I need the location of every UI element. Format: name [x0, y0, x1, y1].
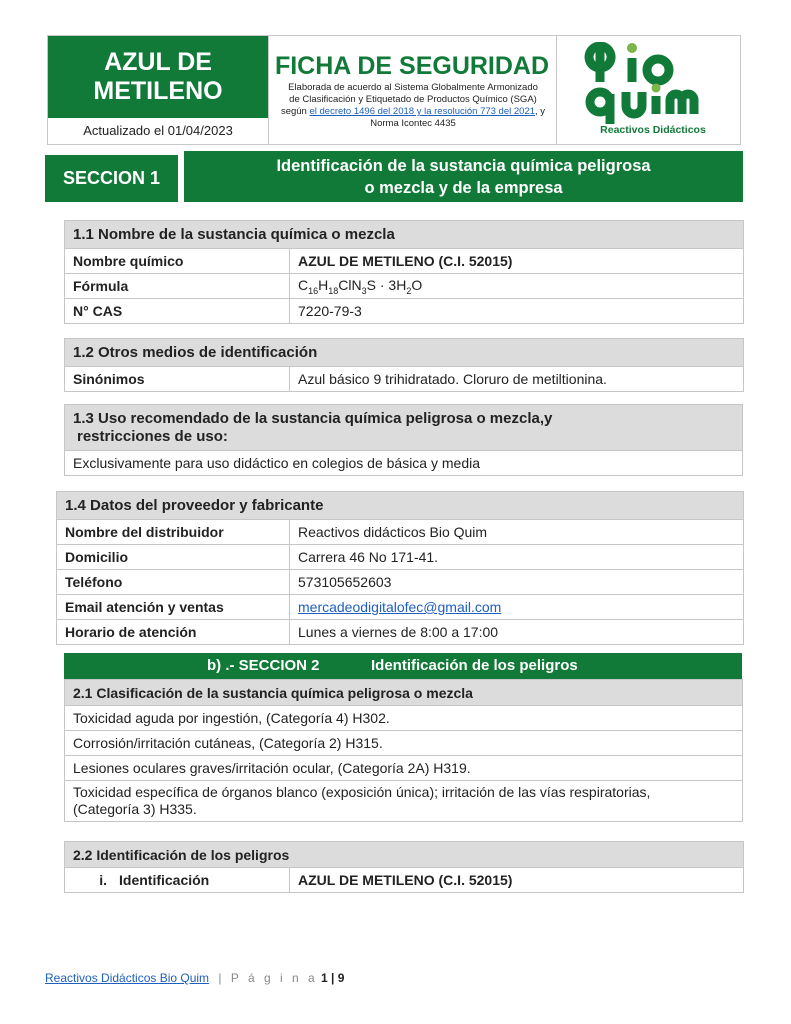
- footer-link[interactable]: Reactivos Didácticos Bio Quim: [45, 971, 210, 985]
- header-divider: [268, 36, 269, 144]
- row-value: AZUL DE METILENO (C.I. 52015): [290, 249, 744, 274]
- section-1-label: SECCION 1: [45, 155, 178, 202]
- hazard-line: (Categoría 3) H335.: [73, 801, 197, 817]
- table-heading: 2.2 Identificación de los peligros: [65, 842, 744, 868]
- row-value: AZUL DE METILENO (C.I. 52015): [290, 868, 744, 893]
- table-heading: 1.2 Otros medios de identificación: [65, 339, 744, 367]
- table-row: [57, 620, 744, 645]
- row-label: Domicilio: [57, 545, 290, 570]
- product-name-line1: AZUL DE: [104, 48, 212, 76]
- formula-value: $C_{16}H_{18}ClN_3S \cdot 3H_2O$: [290, 274, 744, 299]
- page-number: 1 | 9: [321, 971, 345, 985]
- row-value: Reactivos didácticos Bio Quim: [290, 520, 744, 545]
- row-value: Azul básico 9 trihidratado. Cloruro de metiltionina.: [290, 367, 744, 392]
- section-1-title: [184, 151, 743, 202]
- hazard-line: Toxicidad específica de órganos blanco (exposición única); irritación de las vías respiratorias,: [73, 784, 651, 800]
- table-row: [65, 706, 743, 731]
- logo-dot: [652, 84, 661, 93]
- row-label: Teléfono: [57, 570, 290, 595]
- row-label: Sinónimos: [65, 367, 290, 392]
- row-label: Fórmula: [65, 274, 290, 299]
- email-link[interactable]: mercadeodigitalofec@gmail.com: [298, 599, 502, 615]
- email-cell: [290, 595, 744, 620]
- table-row: [65, 756, 743, 781]
- item-number: i.: [99, 872, 107, 888]
- row-label: Horario de atención: [57, 620, 290, 645]
- hazard-item: Corrosión/irritación cutáneas, (Categoría 2) H315.: [65, 731, 743, 756]
- row-value: Lunes a viernes de 8:00 a 17:00: [290, 620, 744, 645]
- table-heading: [65, 405, 743, 451]
- row-label: Nombre químico: [65, 249, 290, 274]
- header-divider: [556, 36, 557, 144]
- hazard-item: [65, 781, 743, 822]
- table-row: [65, 274, 744, 299]
- subtitle-line: [274, 106, 552, 130]
- subtitle-line: de Clasificación y Etiquetado de Productos Químico (SGA): [289, 94, 537, 105]
- row-value: 7220-79-3: [290, 299, 744, 324]
- table-1-1: [64, 220, 744, 324]
- subtitle-line: Elaborada de acuerdo al Sistema Globalmente Armonizado: [288, 82, 538, 93]
- table-1-2: [64, 338, 744, 392]
- row-label: N° CAS: [65, 299, 290, 324]
- table-row: [65, 451, 743, 476]
- table-2-1: [64, 679, 743, 822]
- table-row: [57, 570, 744, 595]
- document-title: FICHA DE SEGURIDAD: [274, 52, 550, 80]
- row-value: Exclusivamente para uso didáctico en colegios de básica y media: [65, 451, 743, 476]
- section-1-title-line1: Identificación de la sustancia química peligrosa: [276, 156, 651, 175]
- heading-line: 1.3 Uso recomendado de la sustancia química peligrosa o mezcla,y: [73, 409, 553, 427]
- product-name-line2: METILENO: [93, 77, 223, 105]
- section-2-title: Identificación de los peligros: [371, 657, 578, 674]
- section-2-banner: [64, 653, 742, 679]
- table-row: [57, 520, 744, 545]
- table-1-4: [56, 491, 744, 645]
- row-label: Nombre del distribuidor: [57, 520, 290, 545]
- table-row: [57, 595, 744, 620]
- table-row: [65, 781, 743, 822]
- hazard-item: Toxicidad aguda por ingestión, (Categoría 4) H302.: [65, 706, 743, 731]
- table-row: [57, 545, 744, 570]
- table-heading: 2.1 Clasificación de la sustancia química peligrosa o mezcla: [65, 680, 743, 706]
- section-1-title-line2: o mezcla y de la empresa: [364, 178, 563, 197]
- decree-link[interactable]: el decreto 1496 del 2018 y la resolución 773 del 2021: [309, 106, 536, 117]
- updated-date: Actualizado el 01/04/2023: [83, 123, 233, 138]
- table-heading: 1.4 Datos del proveedor y fabricante: [57, 492, 744, 520]
- logo-dot: [627, 43, 637, 53]
- footer-separator: |: [218, 971, 222, 985]
- row-value: Carrera 46 No 171-41.: [290, 545, 744, 570]
- row-value: 573105652603: [290, 570, 744, 595]
- table-1-3: [64, 404, 743, 476]
- heading-line: restricciones de uso:: [77, 427, 228, 445]
- footer: [45, 971, 344, 985]
- page-label: P á g i n a: [230, 971, 318, 985]
- subtitle-text: según: [280, 106, 310, 117]
- table-row: [65, 868, 744, 893]
- section-2-label: b) .- SECCION 2: [207, 657, 320, 674]
- table-2-2: [64, 841, 744, 893]
- item-label: Identificación: [119, 872, 210, 888]
- document-subtitle: [274, 82, 552, 130]
- logo-quim: [590, 92, 694, 124]
- table-row: [65, 249, 744, 274]
- table-row: [65, 367, 744, 392]
- logo-caption: Reactivos Didácticos: [600, 124, 706, 136]
- subtitle-text: , y Norma Icontec 4435: [370, 106, 546, 129]
- hazard-item: Lesiones oculares graves/irritación ocular, (Categoría 2A) H319.: [65, 756, 743, 781]
- row-label: Email atención y ventas: [57, 595, 290, 620]
- table-heading: 1.1 Nombre de la sustancia química o mezcla: [65, 221, 744, 249]
- product-name-box: [48, 36, 268, 118]
- row-label: [65, 868, 290, 893]
- table-row: [65, 731, 743, 756]
- table-row: [65, 299, 744, 324]
